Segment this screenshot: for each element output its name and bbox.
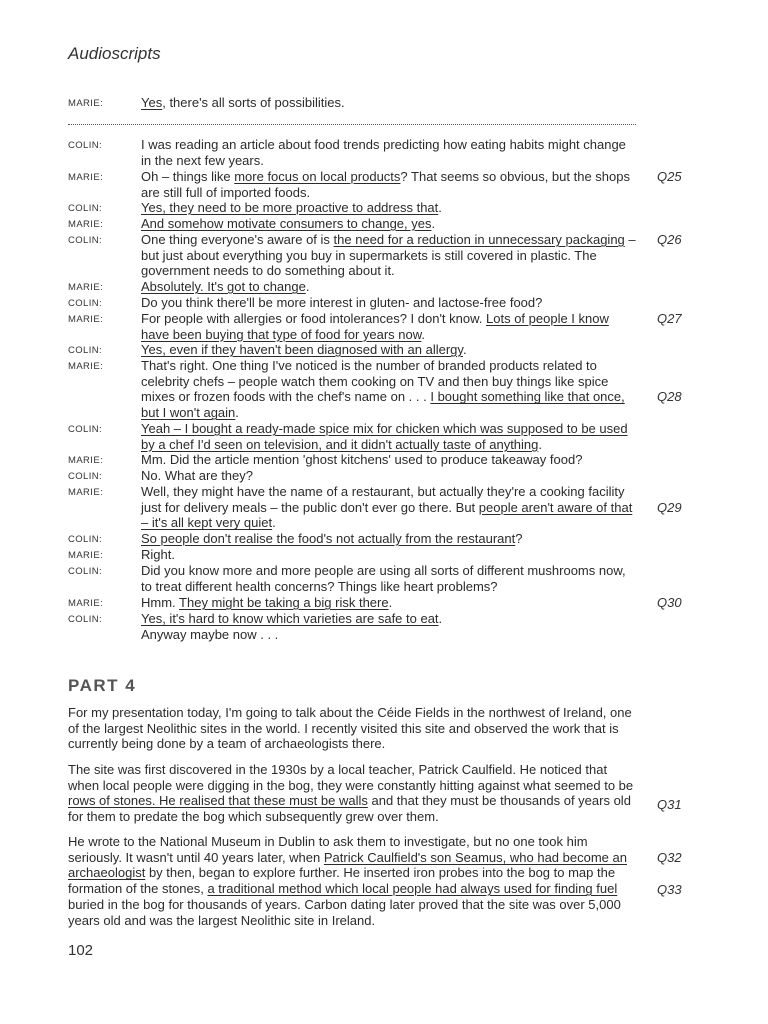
- speaker-label: MARIE:: [68, 219, 104, 230]
- question-marker: Q28: [657, 389, 682, 404]
- underlined-answer-text: I bought something like that once, but I won't again: [141, 389, 625, 421]
- speaker-label: COLIN:: [68, 298, 103, 309]
- dialogue-text: [141, 232, 638, 279]
- dialogue-text: [141, 216, 638, 232]
- dialogue-text: [141, 421, 638, 452]
- dialogue-text: [141, 484, 638, 531]
- part4-paragraph: [68, 834, 640, 928]
- dialogue-text: [141, 295, 638, 311]
- dialogue-text: [141, 169, 638, 200]
- dialogue-text: [141, 279, 638, 295]
- dialogue-text: [141, 137, 638, 168]
- script-text: Mm. Did the article mention 'ghost kitchens' used to produce takeaway food?: [141, 452, 583, 467]
- question-marker: Q27: [657, 311, 682, 326]
- speaker-label: COLIN:: [68, 203, 103, 214]
- speaker-label: MARIE:: [68, 361, 104, 372]
- speaker-label: MARIE:: [68, 314, 104, 325]
- speaker-label: COLIN:: [68, 345, 103, 356]
- script-text: .: [438, 200, 442, 215]
- script-text: Oh – things like: [141, 169, 235, 184]
- script-text: One thing everyone's aware of is: [141, 232, 334, 247]
- question-marker: Q33: [657, 882, 682, 897]
- dialogue-text: [141, 547, 638, 563]
- speaker-label: COLIN:: [68, 566, 103, 577]
- question-marker: Q26: [657, 232, 682, 247]
- script-text: No. What are they?: [141, 468, 253, 483]
- script-text: ?: [515, 531, 523, 546]
- speaker-label: COLIN:: [68, 534, 103, 545]
- speaker-label: MARIE:: [68, 550, 104, 561]
- underlined-answer-text: rows of stones. He realised that these must be walls: [68, 793, 368, 809]
- speaker-label: COLIN:: [68, 140, 103, 151]
- speaker-label: COLIN:: [68, 235, 103, 246]
- speaker-label: MARIE:: [68, 455, 104, 466]
- script-text: Hmm.: [141, 595, 180, 610]
- underlined-answer-text: more focus on local products: [234, 169, 401, 184]
- script-text: Did you know more and more people are using all sorts of different mushrooms now, to treat different health concerns? Things like heart problems?: [141, 563, 626, 594]
- script-text: Right.: [141, 547, 175, 562]
- question-marker: Q25: [657, 169, 682, 184]
- script-text: .: [431, 216, 436, 231]
- speaker-label: MARIE:: [68, 598, 104, 609]
- speaker-label: COLIN:: [68, 424, 103, 435]
- dialogue-text: [141, 595, 638, 611]
- dialogue-text: [141, 563, 638, 594]
- speaker-label: MARIE:: [68, 282, 104, 293]
- question-marker: Q32: [657, 850, 682, 865]
- script-text: buried in the bog for thousands of years. Carbon dating later proved that the site was over 5,000 years old and was the largest Neolithic site in Ireland.: [68, 896, 621, 928]
- script-text: Well, they might have the name of a restaurant, but actually they're a cooking facility just for delivery meals – the public don't ever go there. But: [141, 484, 625, 515]
- script-text: , there's all sorts of possibilities.: [162, 95, 345, 110]
- script-text: For people with allergies or food intolerances? I don't know.: [141, 311, 487, 326]
- underlined-answer-text: Lots of people I know have been buying that type of food for years now: [141, 311, 609, 342]
- script-text: Anyway maybe now . . .: [141, 627, 279, 642]
- dialogue-text: [141, 311, 638, 342]
- script-text: That's right. One thing I've noticed is the number of branded products related to celebrity chefs – people watch them cooking on TV and then buy things like spice mixes or frozen foods with the chef's name on . . .: [141, 358, 609, 405]
- script-text: The site was first discovered in the 1930s by a local teacher, Patrick Caulfield. He noticed that when local people were digging in the bog, they were constantly hitting against what seemed to be: [68, 762, 634, 793]
- script-text: – but just about everything you buy in supermarkets is still covered in plastic. The government needs to do something about it.: [141, 232, 636, 279]
- dialogue-text: [141, 531, 638, 547]
- underlined-answer-text: Yeah – I bought a ready-made spice mix for chicken which was supposed to be used by a chef I'd seen on television, and it didn't actually taste of anything: [141, 421, 628, 452]
- speaker-label: MARIE:: [68, 487, 104, 498]
- part4-paragraph: [68, 705, 640, 752]
- dialogue-text: [141, 342, 638, 358]
- script-text: Do you think there'll be more interest in gluten- and lactose-free food?: [141, 295, 543, 310]
- speaker-label: COLIN:: [68, 471, 103, 482]
- dialogue-text: [141, 358, 638, 421]
- underlined-answer-text: people aren't aware of that: [478, 499, 633, 515]
- question-marker: Q30: [657, 595, 682, 610]
- script-text: .: [235, 405, 239, 421]
- speaker-label: MARIE:: [68, 172, 104, 183]
- part4-title: PART 4: [68, 676, 137, 695]
- script-text: .: [438, 611, 443, 626]
- script-text: .: [388, 595, 393, 610]
- part4-paragraph: [68, 762, 640, 825]
- underlined-answer-text: So people don't realise the food's not actually from the restaurant: [141, 531, 516, 546]
- underlined-answer-text: They might be taking a big risk there: [179, 595, 389, 610]
- underlined-answer-text: Yes, it's hard to know which varieties are safe to eat: [141, 611, 439, 626]
- underlined-answer-text: Yes, they need to be more proactive to address that: [141, 200, 439, 215]
- script-text: .: [462, 342, 467, 357]
- script-text: .: [272, 515, 276, 531]
- underlined-answer-text: – it's all kept very quiet: [141, 515, 273, 531]
- script-text: .: [421, 326, 426, 342]
- section-header: Audioscripts: [68, 44, 161, 63]
- dialogue-text: [141, 95, 638, 111]
- page-number: 102: [68, 942, 94, 959]
- underlined-answer-text: And somehow motivate consumers to change, yes: [141, 216, 432, 231]
- underlined-answer-text: Absolutely. It's got to change: [141, 279, 306, 294]
- script-text: For my presentation today, I'm going to talk about the Céide Fields in the northwest of Ireland, one of the largest Neolithic sites in the world. I recently visited this site and observed the work that is currently being done by a team of archaeologists there.: [68, 705, 632, 752]
- underlined-answer-text: Yes: [141, 95, 163, 110]
- dialogue-text: [141, 611, 638, 627]
- dialogue-text: [141, 200, 638, 216]
- dialogue-text: [141, 468, 638, 484]
- question-marker: Q29: [657, 500, 682, 515]
- script-text: and that they must be thousands of years old for them to predate the bog which subsequently grew over them.: [68, 793, 631, 825]
- script-text: I was reading an article about food trends predicting how eating habits might change in the next few years.: [141, 137, 626, 168]
- dialogue-text: [141, 627, 638, 643]
- underlined-answer-text: Patrick Caulfield's son Seamus, who had become an archaeologist: [68, 849, 627, 881]
- dotted-divider: [68, 124, 636, 125]
- script-text: ? That seems so obvious, but the shops are still full of imported foods.: [141, 169, 630, 200]
- speaker-label: MARIE:: [68, 98, 104, 109]
- question-marker: Q31: [657, 797, 682, 812]
- script-text: .: [305, 279, 310, 294]
- dialogue-text: [141, 452, 638, 468]
- underlined-answer-text: the need for a reduction in unnecessary packaging: [333, 232, 625, 247]
- underlined-answer-text: a traditional method which local people had always used for finding fuel: [207, 881, 618, 897]
- speaker-label: COLIN:: [68, 614, 103, 625]
- script-text: He wrote to the National Museum in Dublin to ask them to investigate, but no one took him seriously. It wasn't until 40 years later, when: [68, 834, 588, 865]
- underlined-answer-text: Yes, even if they haven't been diagnosed with an allergy: [141, 342, 463, 357]
- script-text: by then, began to explore further. He inserted iron probes into the bog to map the formation of the stones,: [68, 865, 616, 897]
- script-text: .: [538, 436, 543, 452]
